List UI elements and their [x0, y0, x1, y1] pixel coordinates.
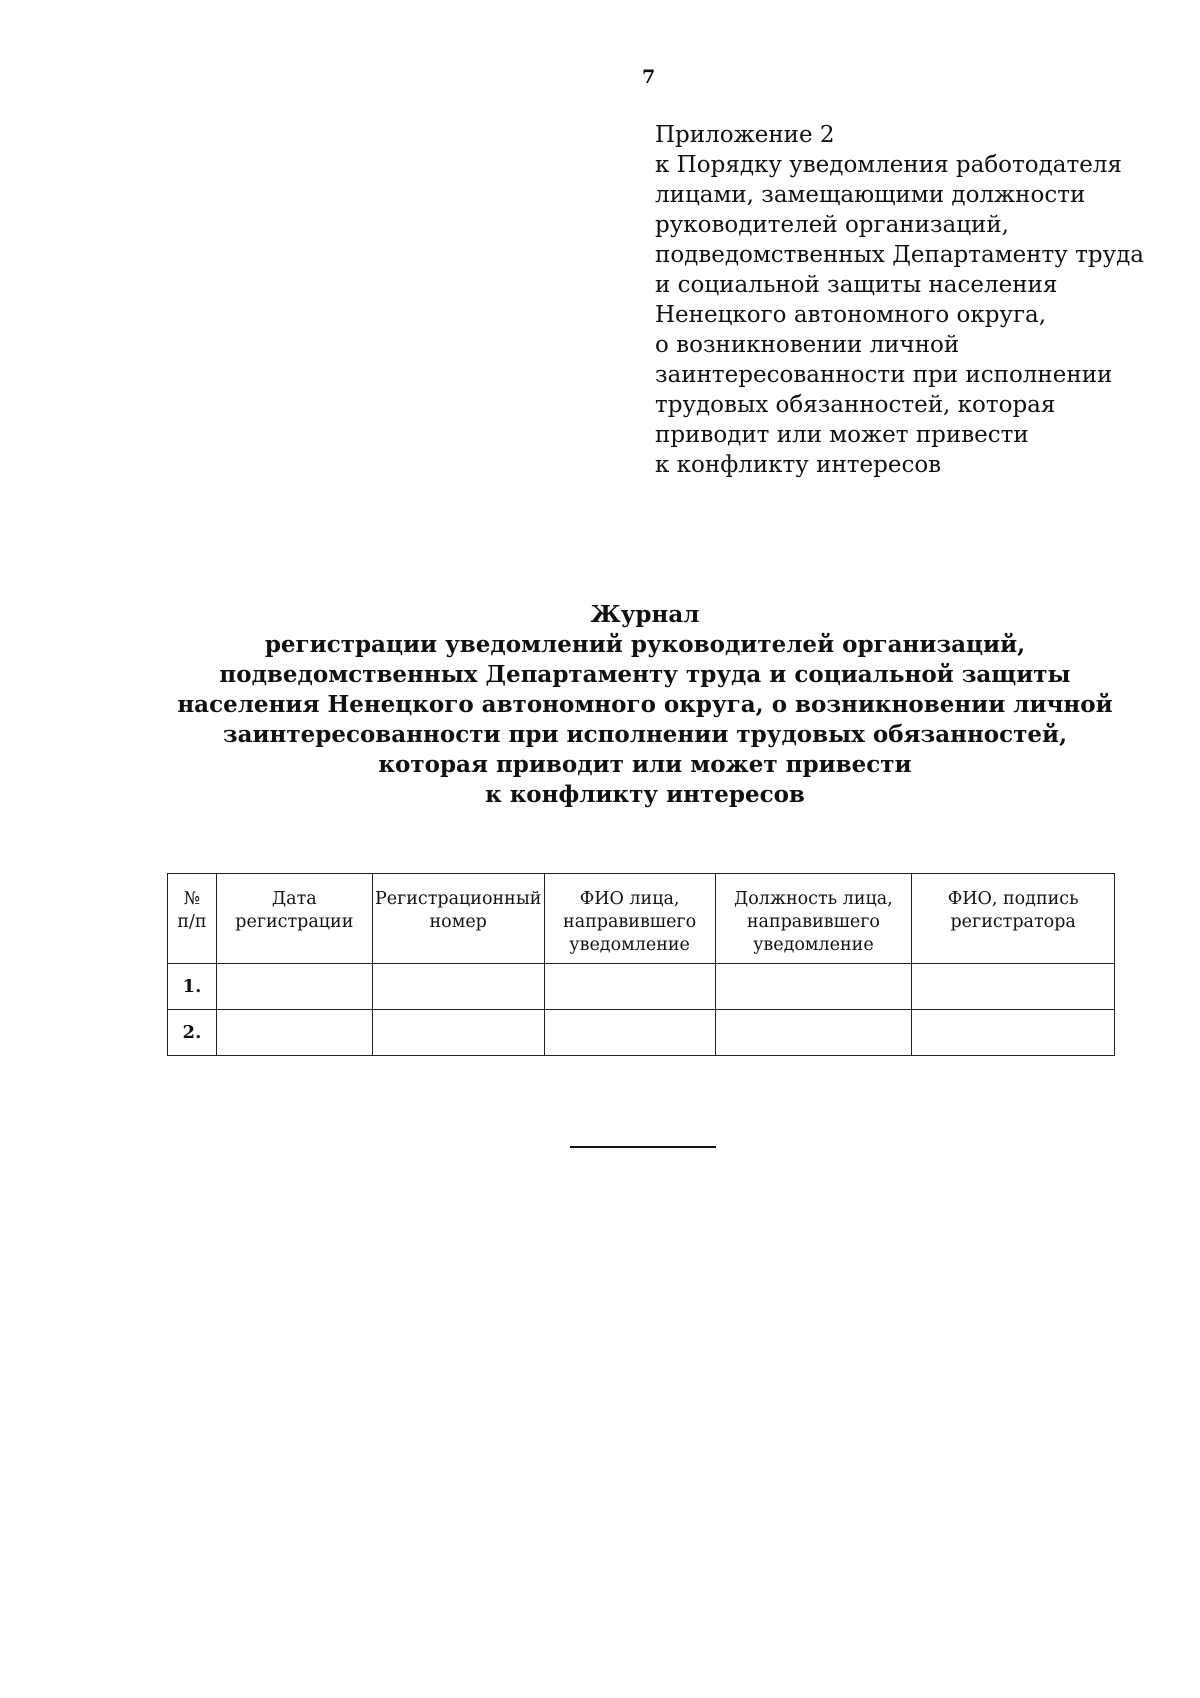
- header-line: ФИО, подпись: [947, 889, 1079, 909]
- header-line: Дата: [271, 889, 317, 909]
- header-line: регистратора: [950, 912, 1076, 932]
- header-line: ФИО лица,: [579, 889, 680, 909]
- header-line: Регистрационный: [374, 889, 542, 909]
- page-number: 7: [642, 66, 656, 88]
- header-registrar-signature: [912, 874, 1115, 964]
- header-line: уведомление: [753, 935, 874, 955]
- header-line: направившего: [746, 912, 880, 932]
- header-line: №: [183, 889, 201, 909]
- appendix-line: к конфликту интересов: [655, 452, 942, 478]
- header-number: [168, 874, 217, 964]
- journal-title: [150, 600, 1140, 810]
- header-line: регистрации: [235, 912, 354, 932]
- table-row: [168, 964, 1115, 1010]
- table-cell: [544, 964, 715, 1010]
- appendix-line: трудовых обязанностей, которая: [655, 392, 1056, 418]
- appendix-line: о возникновении личной: [655, 332, 960, 358]
- appendix-line: заинтересованности при исполнении: [655, 362, 1113, 388]
- table-cell: [544, 1010, 715, 1056]
- journal-title-line: регистрации уведомлений руководителей организаций,: [264, 631, 1026, 658]
- appendix-line: Ненецкого автономного округа,: [655, 302, 1047, 328]
- journal-title-line: населения Ненецкого автономного округа, о возникновении личной: [177, 691, 1113, 718]
- header-sender-name: [544, 874, 715, 964]
- appendix-line: лицами, замещающими должности: [655, 182, 1086, 208]
- journal-title-line: которая приводит или может привести: [378, 751, 912, 778]
- journal-title-line: заинтересованности при исполнении трудовых обязанностей,: [222, 721, 1068, 748]
- table-cell: [715, 1010, 912, 1056]
- header-registration-number: [372, 874, 544, 964]
- appendix-block: [655, 120, 1144, 480]
- header-line: Должность лица,: [734, 889, 893, 909]
- appendix-line: Приложение 2: [655, 122, 835, 148]
- table-cell: [216, 964, 372, 1010]
- header-line: уведомление: [569, 935, 690, 955]
- appendix-line: руководителей организаций,: [655, 212, 1009, 238]
- table-row: [168, 1010, 1115, 1056]
- table-cell: [912, 964, 1115, 1010]
- appendix-line: и социальной защиты населения: [655, 272, 1058, 298]
- appendix-line: к Порядку уведомления работодателя: [655, 152, 1122, 178]
- header-sender-position: [715, 874, 912, 964]
- row-number: 1.: [168, 964, 217, 1010]
- journal-title-line: к конфликту интересов: [485, 781, 805, 808]
- journal-title-line: подведомственных Департаменту труда и социальной защиты: [219, 661, 1071, 688]
- table-header-row: [168, 874, 1115, 964]
- table-cell: [372, 1010, 544, 1056]
- table-cell: [216, 1010, 372, 1056]
- table-cell: [912, 1010, 1115, 1056]
- header-line: номер: [429, 912, 487, 932]
- journal-title-line: Журнал: [590, 601, 700, 628]
- header-line: направившего: [563, 912, 697, 932]
- appendix-line: приводит или может привести: [655, 422, 1029, 448]
- appendix-line: подведомственных Департаменту труда: [655, 242, 1144, 268]
- table-cell: [372, 964, 544, 1010]
- end-divider: [570, 1146, 716, 1148]
- table-cell: [715, 964, 912, 1010]
- row-number: 2.: [168, 1010, 217, 1056]
- registration-journal-table: [167, 873, 1115, 1056]
- header-registration-date: [216, 874, 372, 964]
- header-line: п/п: [177, 912, 207, 932]
